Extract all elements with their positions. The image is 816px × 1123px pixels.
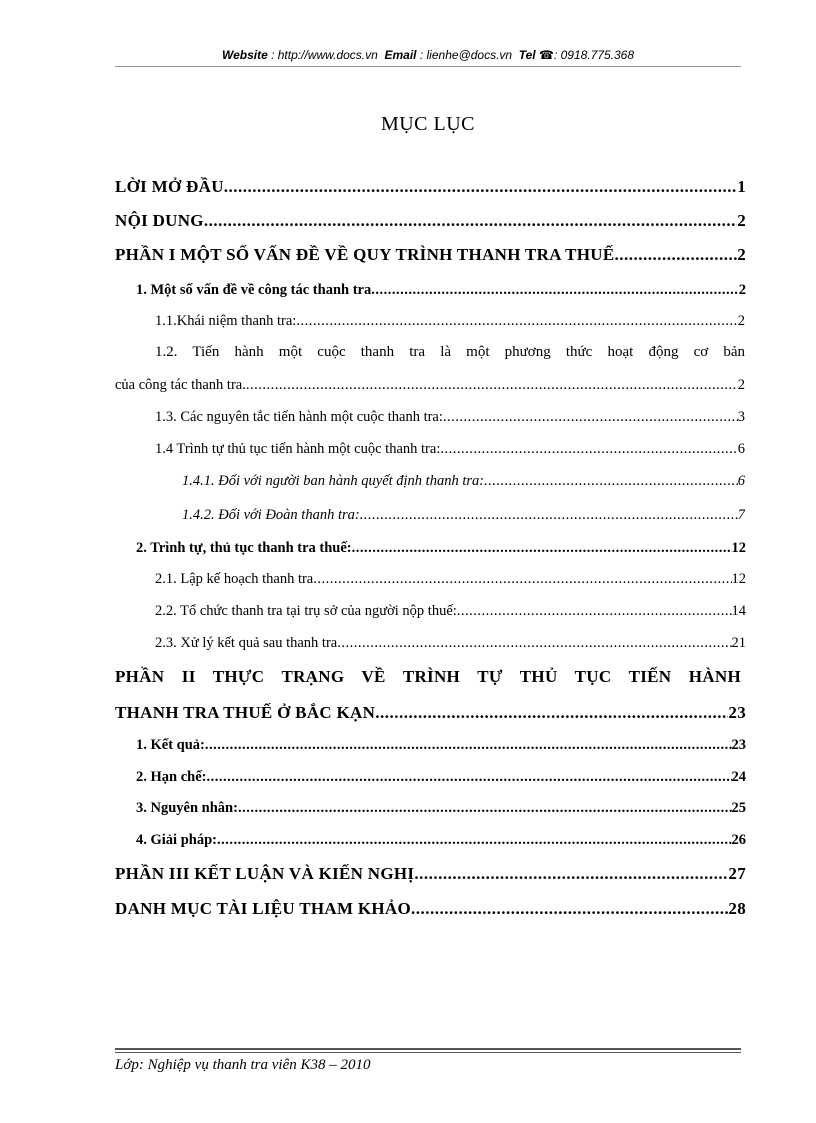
website-value: : http://www.docs.vn [271,48,378,62]
toc-entry[interactable] [136,800,746,817]
toc-label: 1. Kết quả: [136,737,205,753]
toc-label: 2. Trình tự, thủ tục thanh tra thuế: [136,540,352,556]
toc-page: 24 [731,769,746,785]
toc-entry[interactable] [115,864,746,884]
toc-page: 7 [737,507,745,523]
toc-entry[interactable] [136,540,746,557]
toc-entry-line1[interactable]: 1.2. Tiến hành một cuộc thanh tra là một phương thức hoạt động cơ bản [155,344,745,360]
toc-leader [371,282,739,299]
header-divider [115,66,741,67]
toc-leader [313,571,731,588]
toc-entry[interactable] [115,177,746,197]
toc-leader [238,800,732,817]
website-label: Website [221,48,268,62]
toc-leader [296,313,737,330]
toc-label: 1.1.Khái niệm thanh tra: [155,313,297,329]
toc-entry[interactable] [115,211,746,231]
toc-page: 1 [737,177,746,196]
toc-entry[interactable] [182,507,745,524]
email-value: : lienhe@docs.vn [419,48,513,62]
toc-leader [484,473,738,490]
toc-label: 1.3. Các nguyên tắc tiến hành một cuộc thanh tra: [155,409,443,425]
toc-leader [443,409,738,426]
toc-label: 1. Một số vấn đề về công tác thanh tra [136,282,372,298]
toc-leader [440,441,737,458]
toc-entry[interactable] [155,441,745,458]
toc-entry[interactable] [155,313,745,330]
toc-label: NỘI DUNG [115,211,204,230]
toc-page: 2 [737,245,746,264]
toc-leader [246,377,738,394]
toc-entry[interactable] [115,245,746,265]
toc-leader [217,832,732,849]
toc-page: 23 [731,737,746,753]
toc-entry[interactable] [182,473,745,490]
toc-label: 2.2. Tổ chức thanh tra tại trụ sở của người nộp thuế: [155,603,457,619]
toc-entry[interactable] [115,899,746,919]
page-footer: Lớp: Nghiệp vụ thanh tra viên K38 – 2010 [115,1057,371,1073]
toc-leader [205,737,732,754]
toc-page: 14 [731,603,746,619]
toc-label: 4. Giải pháp: [136,832,217,848]
toc-leader [204,211,737,231]
toc-leader [337,635,731,652]
toc-leader [375,703,728,723]
email-label: Email [384,48,417,62]
toc-page: 23 [728,703,746,722]
footer-divider [115,1048,741,1050]
toc-page: 6 [737,473,745,489]
toc-page: 25 [731,800,746,816]
toc-leader [224,177,737,197]
toc-page: 12 [731,540,746,556]
toc-leader [352,540,732,557]
toc-label: 2. Hạn chế: [136,769,207,785]
toc-entry[interactable] [115,377,745,394]
toc-entry[interactable] [136,737,746,754]
toc-entry[interactable] [155,409,745,426]
toc-label: THANH TRA THUẾ Ở BẮC KẠN [115,703,376,722]
page-title: MỤC LỤC [380,113,476,135]
toc-page: 26 [731,832,746,848]
toc-entry[interactable] [115,703,746,723]
toc-label: 1.4.1. Đối với người ban hành quyết định thanh tra: [182,473,485,489]
toc-page: 2 [738,282,746,298]
toc-label: LỜI MỞ ĐẦU [115,177,224,196]
toc-label: PHẦN III KẾT LUẬN VÀ KIẾN NGHỊ [115,864,415,883]
toc-label: 1.4.2. Đối với Đoàn thanh tra: [182,507,360,523]
toc-entry[interactable] [136,282,746,299]
toc-leader [614,245,737,265]
toc-page: 27 [728,864,746,883]
toc-label: PHẦN I MỘT SỐ VẤN ĐỀ VỀ QUY TRÌNH THANH TRA THUẾ [115,245,615,264]
toc-entry[interactable] [155,635,746,652]
toc-label: DANH MỤC TÀI LIỆU THAM KHẢO [115,899,412,918]
toc-entry[interactable] [155,603,746,620]
toc-label: 3. Nguyên nhân: [136,800,238,816]
tel-value: : 0918.775.368 [553,48,635,62]
toc-page: 21 [731,635,746,651]
toc-page: 2 [737,313,745,329]
toc-page: 6 [737,441,745,457]
toc-entry[interactable] [155,571,746,588]
toc-page: 2 [737,211,746,230]
toc-page: 3 [737,409,745,425]
page-header [115,48,741,62]
toc-page: 2 [737,377,745,393]
toc-page: 28 [728,899,746,918]
toc-entry[interactable] [136,832,746,849]
tel-label: Tel [518,48,536,62]
footer-divider-thin [115,1052,741,1053]
toc-leader [414,864,728,884]
toc-leader [457,603,732,620]
toc-entry[interactable] [136,769,746,786]
toc-label: 1.4 Trình tự thủ tục tiến hành một cuộc thanh tra: [155,441,441,457]
toc-label: 2.1. Lập kế hoạch thanh tra [155,571,314,587]
toc-page: 12 [731,571,746,587]
phone-icon: ☎ [539,48,554,62]
toc-entry-line1[interactable]: PHẦN II THỰC TRẠNG VỀ TRÌNH TỰ THỦ TỤC TIẾN HÀNH [115,667,741,686]
toc-label: của công tác thanh tra. [115,377,246,393]
toc-leader [360,507,738,524]
toc-leader [206,769,731,786]
toc-leader [411,899,728,919]
toc-label: 2.3. Xử lý kết quả sau thanh tra [155,635,338,651]
